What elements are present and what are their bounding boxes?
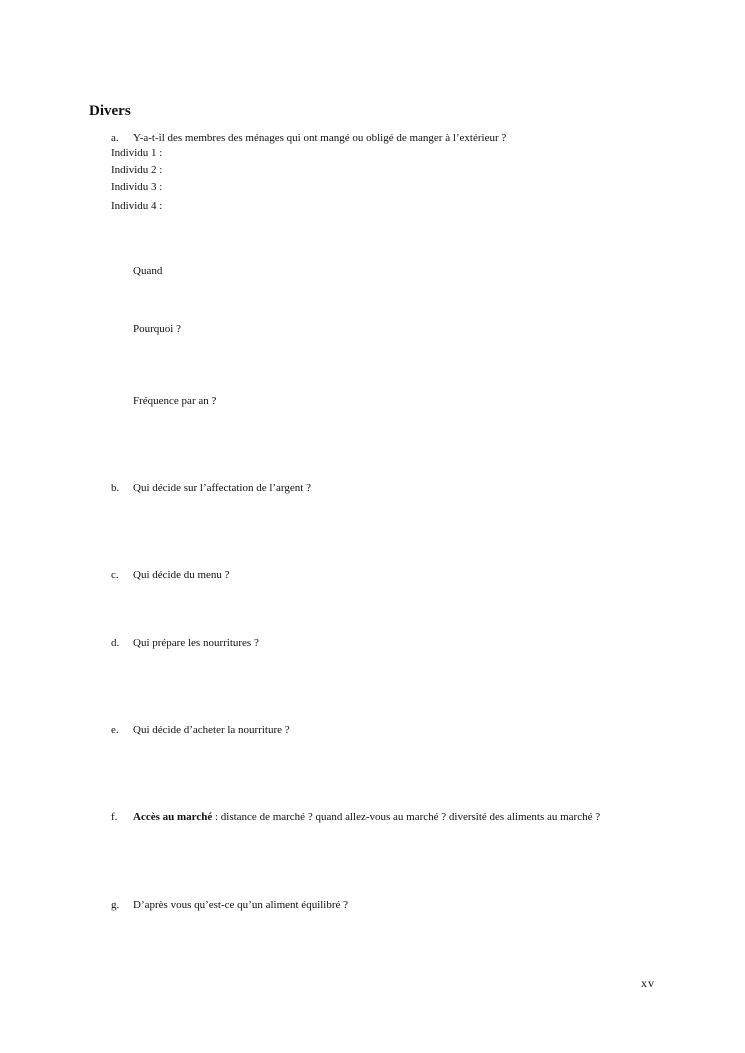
sub-question-frequency: Fréquence par an ?: [133, 395, 217, 407]
section-title: Divers: [89, 103, 131, 119]
question-c-text: Qui décide du menu ?: [133, 569, 230, 581]
individual-2-label: Individu 2 :: [111, 164, 163, 176]
individual-4-label: Individu 4 :: [111, 200, 163, 212]
question-a-letter: a.: [111, 132, 119, 144]
question-c-letter: c.: [111, 569, 119, 581]
question-e-text: Qui décide d’acheter la nourriture ?: [133, 724, 290, 736]
question-e-letter: e.: [111, 724, 119, 736]
individual-3-label: Individu 3 :: [111, 181, 163, 193]
question-f-text: : distance de marché ? quand allez-vous au marché ? diversité des aliments au marché ?: [212, 811, 601, 823]
question-d-text: Qui prépare les nourritures ?: [133, 637, 259, 649]
question-f-bold-text: Accès au marché: [133, 811, 213, 823]
individual-1-label: Individu 1 :: [111, 147, 163, 159]
question-b-letter: b.: [111, 482, 120, 494]
question-f-letter: f.: [111, 811, 118, 823]
question-b-text: Qui décide sur l’affectation de l’argent ?: [133, 482, 311, 494]
question-g-text: D’après vous qu’est-ce qu’un aliment équilibré ?: [133, 899, 349, 911]
page-number: xv: [641, 976, 655, 990]
sub-question-when: Quand: [133, 265, 163, 277]
question-g-letter: g.: [111, 899, 120, 911]
question-a-text: Y-a-t-il des membres des ménages qui ont mangé ou obligé de manger à l’extérieur ?: [133, 132, 507, 144]
sub-question-why: Pourquoi ?: [133, 323, 181, 335]
question-d-letter: d.: [111, 637, 120, 649]
question-f-line: [133, 812, 600, 823]
